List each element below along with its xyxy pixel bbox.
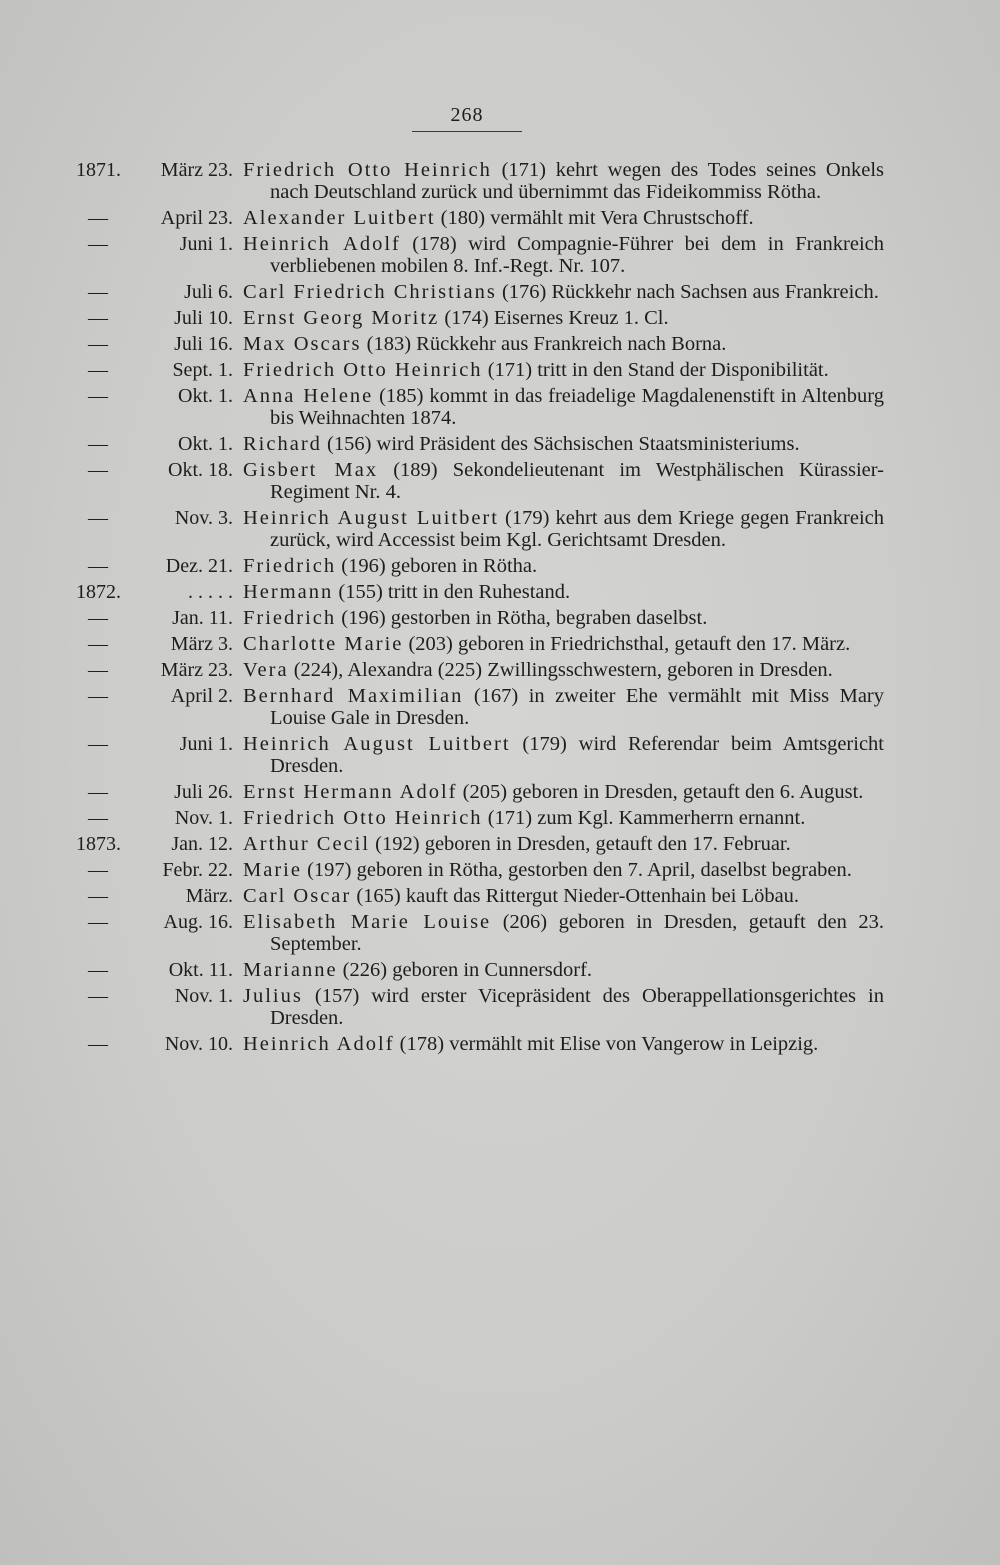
entry-ditto-dash: —: [88, 507, 108, 529]
entry-person-name: Friedrich Otto Heinrich: [243, 807, 483, 829]
entry-ditto-dash: —: [88, 685, 108, 707]
entry-date: März.: [185, 885, 233, 907]
entry-description: (178) wird Compagnie-Führer bei dem in Frankreich verbliebenen mobilen 8. Inf.-Regt. Nr. 107.: [270, 233, 884, 277]
entry-text: [243, 685, 884, 729]
entry-ditto-dash: —: [88, 385, 108, 407]
entry-ditto-dash: —: [88, 985, 108, 1007]
entry-description: (197) geboren in Rötha, gestorben den 7. April, daselbst begraben.: [301, 859, 852, 881]
entry-ditto-dash: —: [88, 1033, 108, 1055]
chronology-entry: [0, 911, 1000, 955]
entry-ditto-dash: —: [88, 281, 108, 303]
entry-date: April 2.: [170, 685, 233, 707]
entry-description: (171) tritt in den Stand der Disponibilität.: [482, 359, 829, 381]
entry-date: Okt. 18.: [168, 459, 233, 481]
chronology-entry: [0, 985, 1000, 1029]
entry-text: [243, 207, 884, 229]
entry-year: 1871.: [76, 159, 121, 181]
entry-date: Juli 16.: [174, 333, 233, 355]
chronology-entry: [0, 433, 1000, 455]
chronology-entry: [0, 307, 1000, 329]
entry-ditto-dash: —: [88, 859, 108, 881]
entry-text: [243, 733, 884, 777]
entry-text: [243, 507, 884, 551]
entry-ditto-dash: —: [88, 807, 108, 829]
entry-text: [243, 385, 884, 429]
chronology-entry: [0, 333, 1000, 355]
chronology-entry: [0, 733, 1000, 777]
chronology-entry: [0, 385, 1000, 429]
entry-person-name: Marie: [243, 859, 302, 881]
entry-description: (180) vermählt mit Vera Chrustschoff.: [435, 207, 754, 229]
entry-person-name: Richard: [243, 433, 322, 455]
entry-ditto-dash: —: [88, 459, 108, 481]
page-number-rule: [412, 131, 522, 132]
entry-description: (171) kehrt wegen des Todes seines Onkels nach Deutschland zurück und übernimmt das Fideikommiss Rötha.: [270, 159, 885, 203]
entry-person-name: Gisbert Max: [243, 459, 379, 481]
entry-text: [243, 281, 884, 303]
entry-description: (192) geboren in Dresden, getauft den 17. Februar.: [370, 833, 791, 855]
chronology-entry: [0, 959, 1000, 981]
entry-date: . . . . .: [188, 581, 233, 603]
entry-description: (176) Rückkehr nach Sachsen aus Frankreich.: [496, 281, 879, 303]
page-number: 268: [450, 104, 484, 126]
entry-description: (156) wird Präsident des Sächsischen Staatsministeriums.: [321, 433, 800, 455]
entry-text: [243, 959, 884, 981]
entry-ditto-dash: —: [88, 633, 108, 655]
entry-ditto-dash: —: [88, 555, 108, 577]
entry-description: (179) wird Referendar beim Amtsgericht Dresden.: [270, 733, 884, 777]
entry-ditto-dash: —: [88, 885, 108, 907]
entry-date: Juli 10.: [174, 307, 233, 329]
entry-description: (226) geboren in Cunnersdorf.: [337, 959, 593, 981]
entry-person-name: Hermann: [243, 581, 334, 603]
entry-text: [243, 433, 884, 455]
chronology-entry: [0, 507, 1000, 551]
entry-person-name: Alexander Luitbert: [243, 207, 436, 229]
entry-description: (185) kommt in das freiadelige Magdalenenstift in Altenburg bis Weihnachten 1874.: [270, 385, 884, 429]
entry-ditto-dash: —: [88, 959, 108, 981]
entry-text: [243, 307, 884, 329]
entry-description: (183) Rückkehr aus Frankreich nach Borna.: [361, 333, 727, 355]
chronology-entry: [0, 633, 1000, 655]
chronology-entry: [0, 685, 1000, 729]
entry-person-name: Anna Helene: [243, 385, 374, 407]
entry-text: [243, 459, 884, 503]
entry-person-name: Friedrich Otto Heinrich: [243, 359, 483, 381]
entry-date: Okt. 1.: [178, 385, 233, 407]
entry-text: [243, 781, 884, 803]
chronology-entry: [0, 833, 1000, 855]
chronology-entry: [0, 159, 1000, 203]
chronology-entry: [0, 885, 1000, 907]
chronology-entry: [0, 659, 1000, 681]
entry-person-name: Bernhard Maximilian: [243, 685, 464, 707]
chronology-entry: [0, 281, 1000, 303]
entry-text: [243, 859, 884, 881]
entry-ditto-dash: —: [88, 233, 108, 255]
chronology-entry: [0, 1033, 1000, 1055]
chronology-list: [0, 159, 1000, 1059]
entry-person-name: Max Oscars: [243, 333, 362, 355]
entry-person-name: Heinrich August Luitbert: [243, 507, 499, 529]
entry-date: April 23.: [160, 207, 233, 229]
entry-date: Aug. 16.: [163, 911, 233, 933]
entry-text: [243, 833, 884, 855]
entry-ditto-dash: —: [88, 207, 108, 229]
entry-date: Okt. 11.: [168, 959, 233, 981]
entry-date: Okt. 1.: [178, 433, 233, 455]
entry-text: [243, 633, 884, 655]
entry-person-name: Friedrich: [243, 555, 337, 577]
entry-person-name: Friedrich Otto Heinrich: [243, 159, 492, 181]
entry-person-name: Heinrich August Luitbert: [243, 733, 511, 755]
entry-text: [243, 555, 884, 577]
entry-description: (189) Sekondelieutenant im Westphälischen Kürassier-Regiment Nr. 4.: [270, 459, 884, 503]
entry-date: Nov. 1.: [174, 807, 233, 829]
entry-ditto-dash: —: [88, 333, 108, 355]
entry-ditto-dash: —: [88, 659, 108, 681]
entry-date: Juni 1.: [179, 733, 233, 755]
chronology-entry: [0, 359, 1000, 381]
entry-date: Nov. 3.: [174, 507, 233, 529]
entry-description: (165) kauft das Rittergut Nieder-Ottenhain bei Löbau.: [351, 885, 800, 907]
entry-year: 1872.: [76, 581, 121, 603]
chronology-entry: [0, 859, 1000, 881]
entry-text: [243, 333, 884, 355]
entry-description: (205) geboren in Dresden, getauft den 6. August.: [457, 781, 864, 803]
chronology-entry: [0, 581, 1000, 603]
entry-description: (157) wird erster Vicepräsident des Oberappellationsgerichtes in Dresden.: [270, 985, 884, 1029]
entry-date: Nov. 1.: [174, 985, 233, 1007]
entry-description: (174) Eisernes Kreuz 1. Cl.: [439, 307, 669, 329]
chronology-entry: [0, 607, 1000, 629]
entry-description: (203) geboren in Friedrichsthal, getauft den 17. März.: [403, 633, 851, 655]
entry-ditto-dash: —: [88, 359, 108, 381]
entry-person-name: Elisabeth Marie Louise: [243, 911, 492, 933]
entry-date: Dez. 21.: [165, 555, 233, 577]
entry-date: März 3.: [170, 633, 233, 655]
entry-text: [243, 233, 884, 277]
chronology-entry: [0, 555, 1000, 577]
entry-description: (196) geboren in Rötha.: [336, 555, 538, 577]
entry-ditto-dash: —: [88, 911, 108, 933]
entry-date: Nov. 10.: [164, 1033, 233, 1055]
entry-person-name: Ernst Hermann Adolf: [243, 781, 458, 803]
entry-text: [243, 911, 884, 955]
entry-ditto-dash: —: [88, 607, 108, 629]
entry-date: Juli 26.: [174, 781, 233, 803]
entry-date: März 23.: [160, 159, 233, 181]
entry-person-name: Heinrich Adolf: [243, 1033, 395, 1055]
entry-date: Sept. 1.: [172, 359, 233, 381]
entry-person-name: Ernst Georg Moritz: [243, 307, 440, 329]
entry-text: [243, 659, 884, 681]
chronology-entry: [0, 807, 1000, 829]
entry-year: 1873.: [76, 833, 121, 855]
entry-date: Febr. 22.: [162, 859, 233, 881]
entry-person-name: Carl Oscar: [243, 885, 352, 907]
entry-person-name: Marianne: [243, 959, 338, 981]
entry-description: (155) tritt in den Ruhestand.: [333, 581, 571, 603]
entry-description: (171) zum Kgl. Kammerherrn ernannt.: [482, 807, 806, 829]
chronology-entry: [0, 207, 1000, 229]
entry-ditto-dash: —: [88, 307, 108, 329]
entry-person-name: Julius: [243, 985, 303, 1007]
entry-person-name: Carl Friedrich Christians: [243, 281, 497, 303]
entry-date: Jan. 11.: [172, 607, 233, 629]
entry-ditto-dash: —: [88, 733, 108, 755]
entry-person-name: Arthur Cecil: [243, 833, 371, 855]
entry-person-name: Friedrich: [243, 607, 337, 629]
entry-date: Juli 6.: [184, 281, 233, 303]
entry-text: [243, 159, 884, 203]
entry-text: [243, 1033, 884, 1055]
entry-text: [243, 359, 884, 381]
entry-date: Juni 1.: [179, 233, 233, 255]
entry-description: (167) in zweiter Ehe vermählt mit Miss Mary Louise Gale in Dresden.: [270, 685, 884, 729]
chronology-entry: [0, 459, 1000, 503]
entry-person-name: Vera: [243, 659, 289, 681]
entry-description: (206) geboren in Dresden, getauft den 23. September.: [270, 911, 885, 955]
entry-date: Jan. 12.: [171, 833, 233, 855]
entry-date: März 23.: [160, 659, 233, 681]
entry-text: [243, 985, 884, 1029]
entry-ditto-dash: —: [88, 433, 108, 455]
entry-person-name: Charlotte Marie: [243, 633, 404, 655]
entry-text: [243, 581, 884, 603]
entry-text: [243, 807, 884, 829]
entry-text: [243, 885, 884, 907]
chronology-entry: [0, 233, 1000, 277]
chronology-entry: [0, 781, 1000, 803]
entry-text: [243, 607, 884, 629]
entry-ditto-dash: —: [88, 781, 108, 803]
entry-description: (179) kehrt aus dem Kriege gegen Frankreich zurück, wird Accessist beim Kgl. Gerichtsamt Dresden.: [270, 507, 884, 551]
entry-description: (224), Alexandra (225) Zwillingsschwestern, geboren in Dresden.: [288, 659, 833, 681]
entry-description: (178) vermählt mit Elise von Vangerow in Leipzig.: [394, 1033, 819, 1055]
entry-person-name: Heinrich Adolf: [243, 233, 401, 255]
entry-description: (196) gestorben in Rötha, begraben daselbst.: [336, 607, 708, 629]
